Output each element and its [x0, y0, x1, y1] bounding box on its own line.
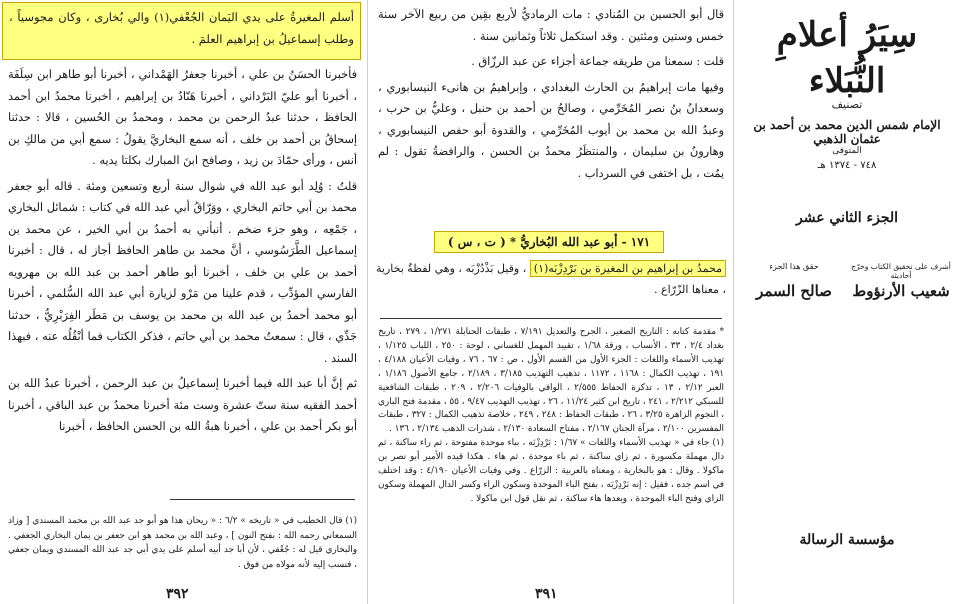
page-392: [0, 0, 365, 604]
highlighted-name: محمدُ بن إبراهيم بن المغيرة بن بَرْدِزْبَه(١): [530, 260, 726, 277]
footnote: * مقدمة كتابه : التاريخ الصغير ، الجرح والتعديل ٧/١٩١ ، طبقات الحنابلة ١/٢٧١ ، ٢٧٩ ، تاريخ بغداد ٢/٤ ، ٣٣ ، الأنساب ، ورقة ١/٦٨ ، تقييد المهمل للغساني ، لوحة : ٢٥٠ ، اللباب ١/١٢٥ ، تهذيب الأسماء واللغات : الجزء الأول من القسم الأول ، ص : ٦٧ ، ٧٦ ، وفيات الأعيان ٤/١٨٨ ، ١٩١ ، تهذيب الكمال : ١١٦٨ ، ١١٧٢ ، تذهيب التهذيب ٣/١٨٥ ، ٢/١٨٩ ، جامع الأصول ١/١٨٦ ، العبر ٢/١٢ ، ١٣ ، تذكرة الحفاظ ٢/٥٥٥ ، الوافي بالوفيات ٢/٢٠٦ ، ٢٠٩ ، طبقات الشافعية للسبكي ٢/٢١٢ ، ٢٤١ ، تاريخ ابن كثير ١١/٢٤ ، ٢٦ ، تهذيب التهذيب ٩/٤٧ ، ٥٥ ، مقدمة فتح الباري ، النجوم الزاهرة ٣/٢٥ ، ٢٦ ، طبقات الحفاظ : ٢٤٨ ، ٢٤٩ ، خلاصة تذهيب الكمال : ٣٢٧ ، طبقات المفسرين ٢/١٠٠ ، مرآة الجنان ٢/١٦٧ ، مفتاح السعادة ٢/١٣٠ ، شذرات الذهب ٢/١٣٤ ، ١٣٦ .: [378, 327, 725, 435]
editor-left-name: صالح السمر: [756, 282, 832, 300]
death-label: المتوفى: [832, 146, 862, 156]
publisher: مؤسسة الرسالة: [799, 532, 895, 548]
footnote: (١) قال الخطيب في « تاريخه » ٦/٢ : « ريحان هذا هو أبو جد عبد الله بن محمد المسندي [ وزاد السمعاني رحمه الله : بفتح النون ] ، وعبد الله بن محمد هو ابن جعفر بن يمان البخاري الجعفي . والبخاري قيل له : جُعْفي ، لأن أبا جد أبيه أسلم على يدي أبي جد عبد الله المسندي ويمان جعفي ، فنسب إليه لأنه مولاه من فوق .: [8, 516, 358, 570]
paragraph: قال أبو الحسين بن المُنادي : مات الرماديُّ لأربع بقِين من ربيع الآخر سنة خمس وستين ومئتين . وقد استكمل ثلاثاً وثمانين سنة .: [378, 8, 724, 43]
page-number: ٣٩١: [535, 586, 558, 602]
authored-label: تصنيف: [831, 98, 863, 111]
paragraph: ثم إنَّ أبا عبد الله فيما أخبرنا إسماعيلُ بن عبد الرحمن ، أخبرنا عبدُ الله بن أحمد الفقيه سنة ستّ عشرة وست مئة أخبرنا محمدُ بن عبد الباقي ، أخبرنا أبو بكر أحمد بن علي ، أخبرنا هبةُ الله بن الحسن الحافظ ، أخبرنا: [8, 377, 357, 433]
paragraph: فأخبرنا الحسَنُ بن علي ، أخبرنا جعفرُ الهَمْداني ، أخبرنا أبو طاهر ابن سِلَفَة ، أخبرنا أبو عليّ البَرْداني ، أخبرنا هَنّادُ بن إبراهيم ، أخبرنا محمدُ ابن أحمد الحافظ ، حدثنا عبدُ الرحمن بن محمد ، ومحمدُ بن الحُسين ، قالا : حدثنا إسحاقُ بن أحمد بن خلف ، أنه سمع البخاريَّ يقولُ : سمع أبي من مالكِ بن أنس ، ورأى حمّادَ بن زيد ، وصافح ابنَ المبارك بكلتا يديه .: [8, 68, 357, 167]
entry-heading: ١٧١ - أبو عبد الله البُخاريُّ * ( ت ، س ): [434, 231, 664, 253]
page-number: ٣٩٢: [166, 586, 189, 602]
book-title: سِيَرُ أعلامِ النُّبَلاء: [776, 15, 918, 101]
paragraph: قلت : سمعنا من طريقه جماعة أجزاء عن عبد الرزّاق .: [471, 55, 724, 68]
title-page: [734, 0, 960, 604]
paragraph: قلتُ : وُلِد أبو عبد الله في شوال سنة أربع وتسعين ومئة . قاله أبو جعفر محمد بن أبي حاتم البخاري ، ووَرّاقُ أبي عبد الله في كتاب : شمائل البخاري ، جَمْعِه ، وهو جزء ضخم . أنبأني به أحمدُ بن أبي الخير ، عن محمد بن إسماعيل الطَّرَسُوسي ، أنَّ محمد بن طاهر الحافظ أجاز له ، قال : أخبرنا أحمد بن علي بن خلف ، أخبرنا أبو طاهر أحمد بن عبد الله بن مهرويه الفارسي المؤدِّب ، قدم علينا من مَرْو لزيارة أبي عبد الله السُّلمي ، أخبرنا أبو محمد أحمدُ بن عبد الله بن محمد بن يوسف بن مَطَر الفِرَبْرِيُّ ، حدثنا جَدِّي ، قال : سمعتُ محمد بن أبي حاتم ، فذكر الكتاب فما أنْقُلُه عنه ، فبهذا السند .: [8, 179, 357, 365]
left-page-body: [8, 64, 357, 442]
middle-page-body: [378, 4, 724, 188]
volume-label: الجزء الثاني عشر: [795, 210, 899, 226]
paragraph: وفيها مات إبراهيمُ بن الحارث البغدادي ، وإبراهيمُ بن هانىء النيسابوري ، وسعدانُ بنُ نصر المُخَرِّمي ، وصالحُ بن أحمد بن حنبل ، وعليُّ بن حرب ، وعبدُ الله بن محمد بن أيوب المُخَرِّمي ، والقدوة أبو حفص النيسابوري ، وهارونُ بن سليمان ، والمنتظَرُ محمدُ بن الحسن ، والرافضةُ تقول : لم يمُت ، بل اختفى في السرداب .: [378, 80, 724, 180]
footnote-rule: [380, 318, 722, 319]
name-continuation: ، وقيل بَذْدُزْبَه ، وهي لفظةٌ بخارية ، معناها الزّرّاع .: [376, 262, 726, 296]
editor-left-label: حقق هذا الجزء: [769, 262, 819, 271]
dates: ٧٤٨ - ١٣٧٤ هـ: [817, 160, 877, 171]
entry-name-line: [376, 258, 726, 300]
author-name: الإمام شمس الدين محمد بن أحمد بن عثمان الذهبي: [753, 118, 941, 146]
page-391: [370, 0, 732, 604]
left-page-footnotes: [8, 514, 357, 572]
highlighted-note-text: أسلم المغيرةُ على يدي اليَمان الجُعْفي(١) والي بُخارى ، وكان مجوسياً ، وطلب إسماعيلُ بن إبراهيم العلمَ .: [9, 10, 354, 46]
editor-right-label: أشرف على تحقيق الكتاب وخرّج أحاديثه: [851, 262, 951, 280]
middle-page-footnotes: [378, 326, 724, 507]
footnote: (١) جاء في « تهذيب الأسماء واللغات » ١/٦٧ : بَرْدِزْبَه ، بباء موحدة مفتوحة ، ثم راء ساكنة ، ثم دال مهملة مكسورة ، ثم زاي ساكنة ، ثم باء موحدة ، ثم هاء . هكذا قيده الأمير أبو نصر بن ماكولا . وقال : هو بالبخارية ، ومعناه بالعربية : الزرّاع . وفي وفيات الأعيان ٤/١٩٠ : وقد اختلف في اسم جده ، فقيل : إنه بَرْدِزْبَه ، بفتح الباء الموحدة وسكون الراء وكسر الدال المهملة وسكون الزاي وفتح الباء الموحدة ، وبعدها هاء ساكنة ، ثم نقل قول ابن ماكولا .: [378, 438, 724, 504]
editor-right-name: شعيب الأرنؤوط: [852, 282, 950, 300]
highlighted-note: [2, 2, 361, 60]
footnote-rule: [170, 499, 355, 500]
page-gutter: [367, 0, 368, 604]
